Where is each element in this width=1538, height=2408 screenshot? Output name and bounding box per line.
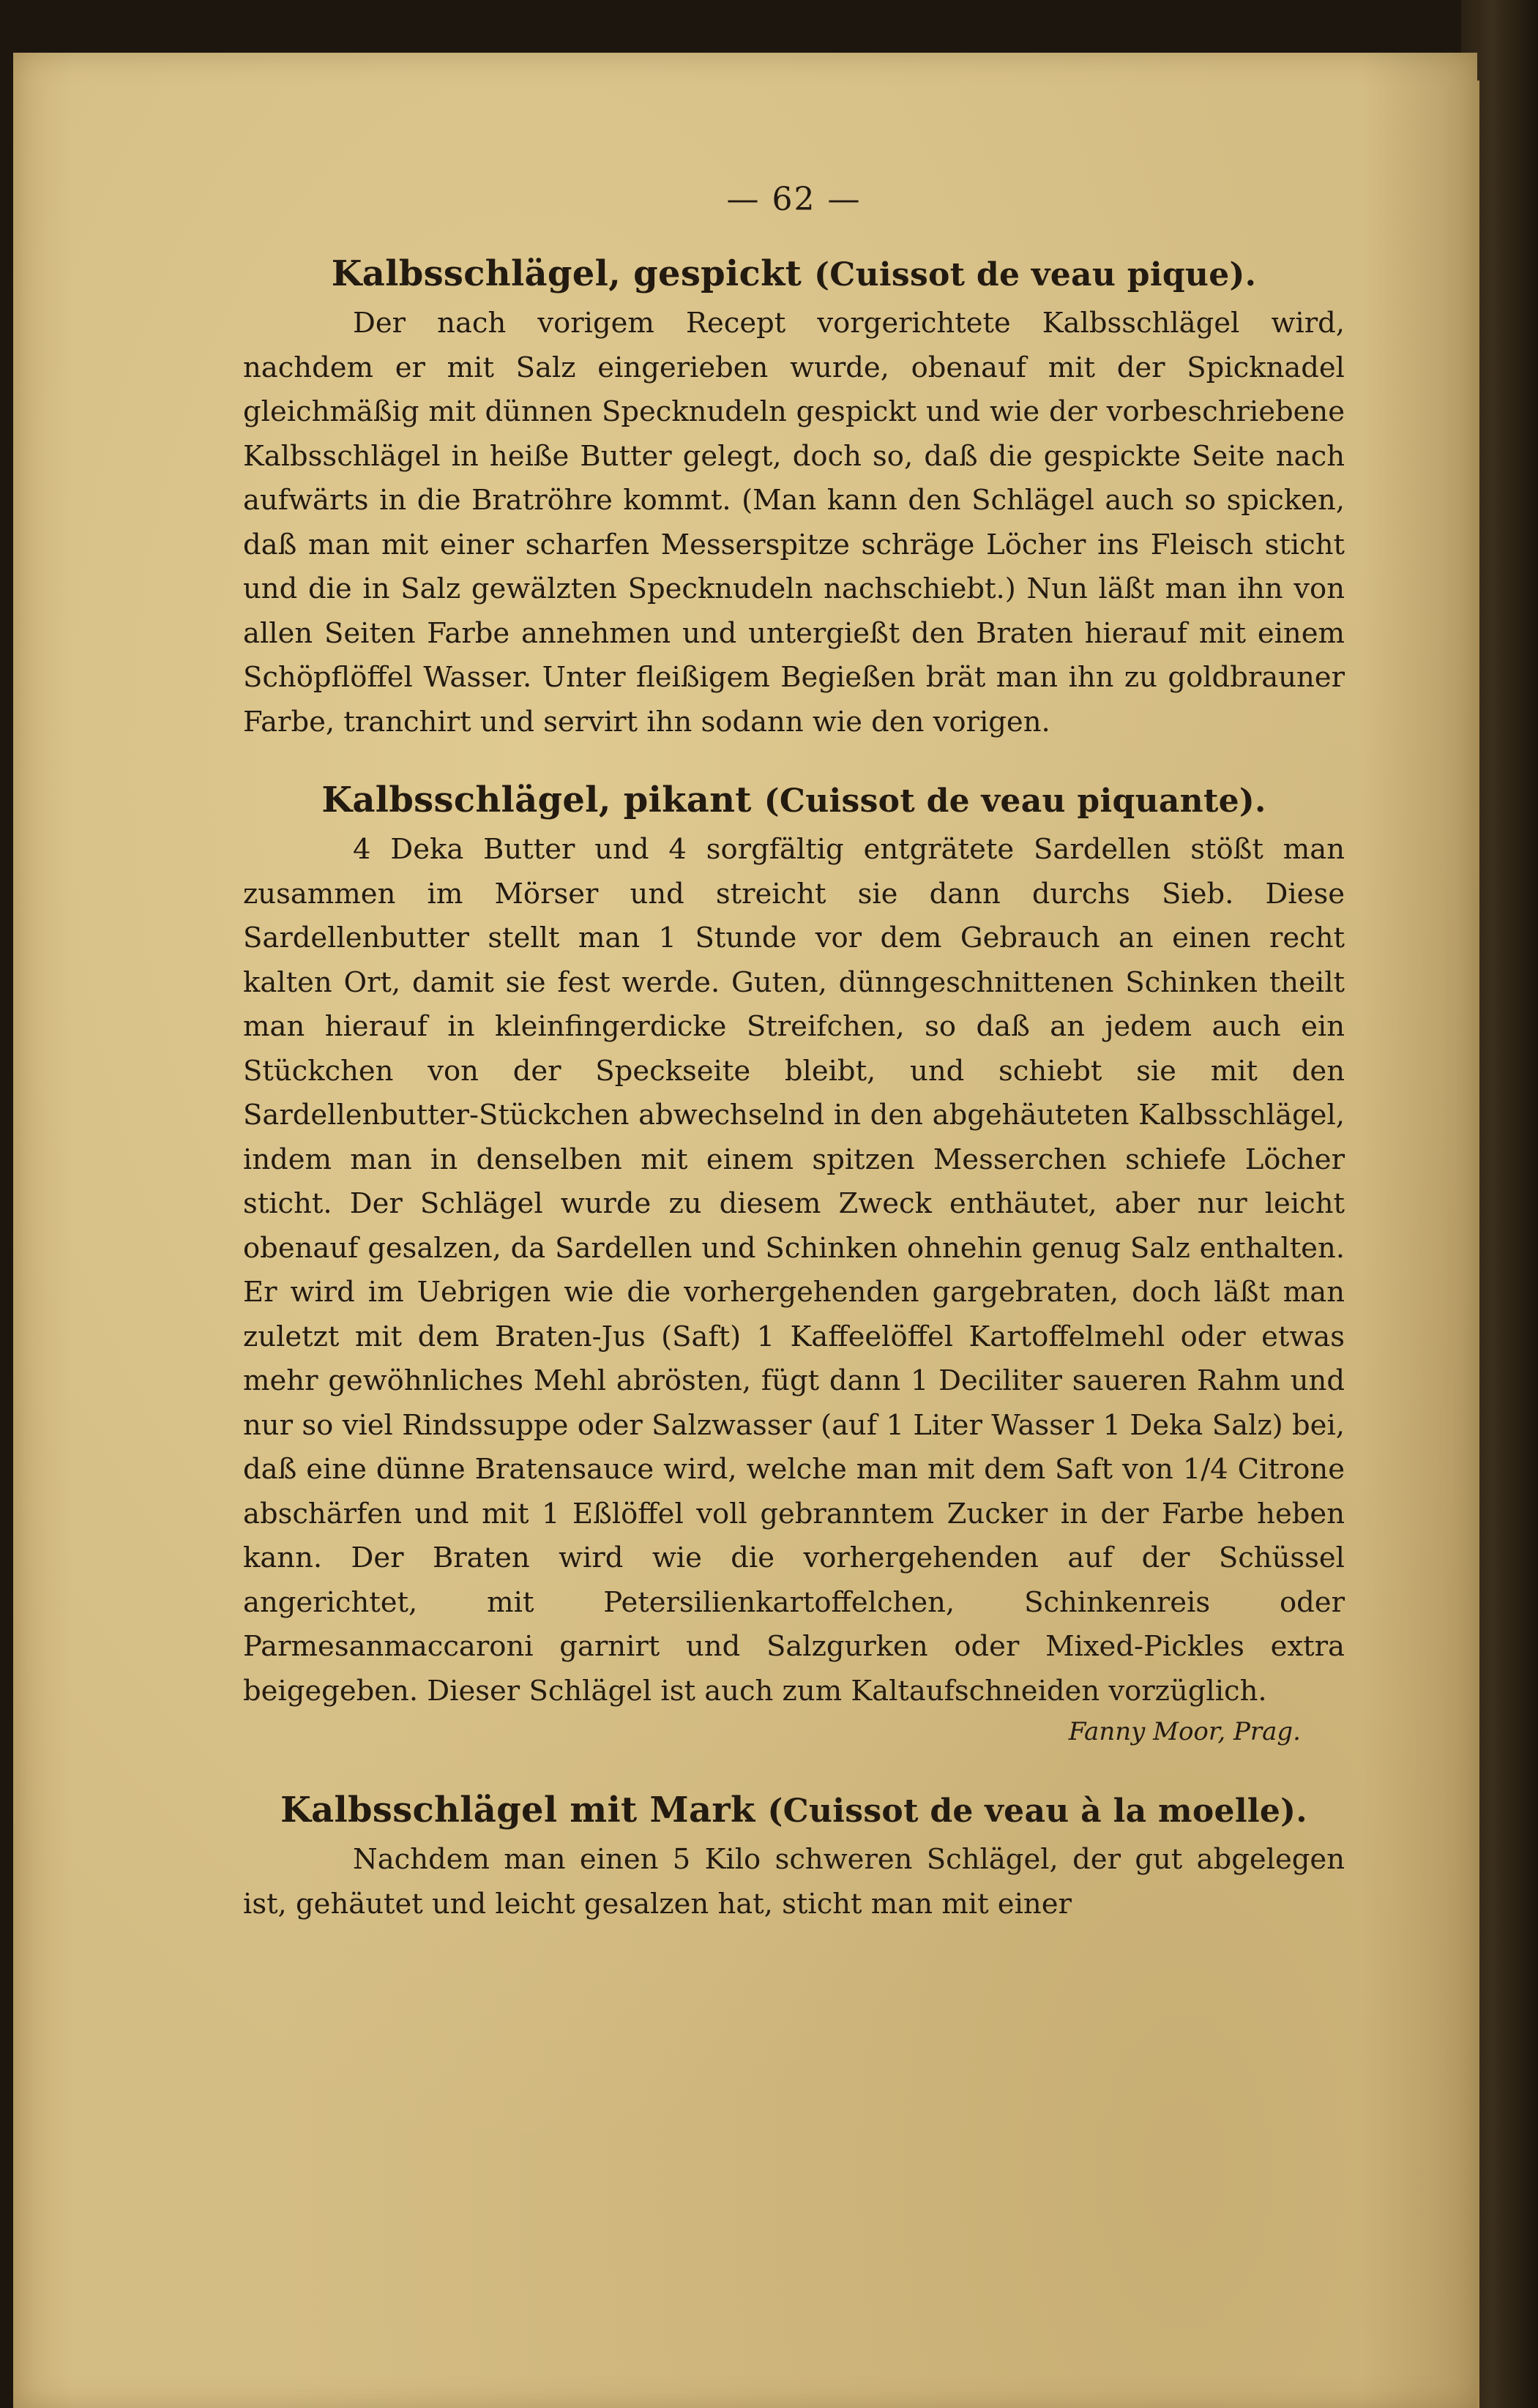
recipe-title-mark [243,1782,1345,1838]
recipe-title: Kalbsschlägel, pikant [321,779,752,820]
page-content [243,176,1345,1926]
recipe-subtitle: (Cuissot de veau à la moelle). [767,1792,1307,1830]
recipe-title: Kalbsschlägel, gespickt [331,253,802,294]
recipe-title-gespickt [243,246,1345,302]
recipe-subtitle: (Cuissot de veau piquante). [764,782,1266,820]
recipe-subtitle: (Cuissot de veau pique). [814,256,1257,293]
recipe-body-mark: Nachdem man einen 5 Kilo schweren Schlägel, der gut abgelegen ist, gehäutet und leicht gesalzen hat, sticht man mit einer [243,1843,1345,1921]
recipe-signature: Fanny Moor, Prag. [1068,1717,1301,1746]
recipe-body-gespickt: Der nach vorigem Recept vorgerichtete Kalbsschlägel wird, nachdem er mit Salz eingerieben wurde, obenauf mit der Spicknadel gleichmäßig mit dünnen Specknudeln gespickt und wie der vorbeschriebene Kalbsschlägel in heiße Butter gelegt, doch so, daß die gespickte Seite nach aufwärts in die Bratröhre kommt. (Man kann den Schlägel auch so spicken, daß man mit einer scharfen Messerspitze schräge Löcher ins Fleisch sticht und die in Salz gewälzten Specknudeln nachschiebt.) Nun läßt man ihn von allen Seiten Farbe annehmen und untergießt den Braten hierauf mit einem Schöpflöffel Wasser. Unter fleißigem Begießen brät man ihn zu goldbrauner Farbe, tranchirt und servirt ihn sodann wie den vorigen. [243,307,1345,739]
recipe-body-pikant: 4 Deka Butter und 4 sorgfältig entgrätete Sardellen stößt man zusammen im Mörser und streicht sie dann durchs Sieb. Diese Sardellenbutter stellt man 1 Stunde vor dem Gebrauch an einen recht kalten Ort, damit sie fest werde. Guten, dünngeschnittenen Schinken theilt man hierauf in kleinfingerdicke Streifchen, so daß an jedem auch ein Stückchen von der Speckseite bleibt, und schiebt sie mit den Sardellenbutter-Stückchen abwechselnd in den abgehäuteten Kalbsschlägel, indem man in denselben mit einem spitzen Messerchen schiefe Löcher sticht. Der Schlägel wurde zu diesem Zweck enthäutet, aber nur leicht obenauf gesalzen, da Sardellen und Schinken ohnehin genug Salz enthalten. Er wird im Uebrigen wie die vorhergehenden gargebraten, doch läßt man zuletzt mit dem Braten-Jus (Saft) 1 Kaffeelöffel Kartoffelmehl oder etwas mehr gewöhnliches Mehl abrösten, fügt dann 1 Deciliter saueren Rahm und nur so viel Rindssuppe oder Salzwasser (auf 1 Liter Wasser 1 Deka Salz) bei, daß eine dünne Bratensauce wird, welche man mit dem Saft von 1/4 Citrone abschärfen und mit 1 Eßlöffel voll gebranntem Zucker in der Farbe heben kann. Der Braten wird wie die vorhergehenden auf der Schüssel angerichtet, mit Petersilienkartoffelchen, Schinkenreis oder Parmesanmaccaroni garnirt und Salzgurken oder Mixed-Pickles extra beigegeben. Dieser Schlägel ist auch zum Kaltaufschneiden vorzüglich. [243,833,1345,1708]
recipe-title-pikant [243,772,1345,828]
recipe-title: Kalbsschlägel mit Mark [280,1790,755,1831]
page-number: — 62 — [726,181,862,218]
